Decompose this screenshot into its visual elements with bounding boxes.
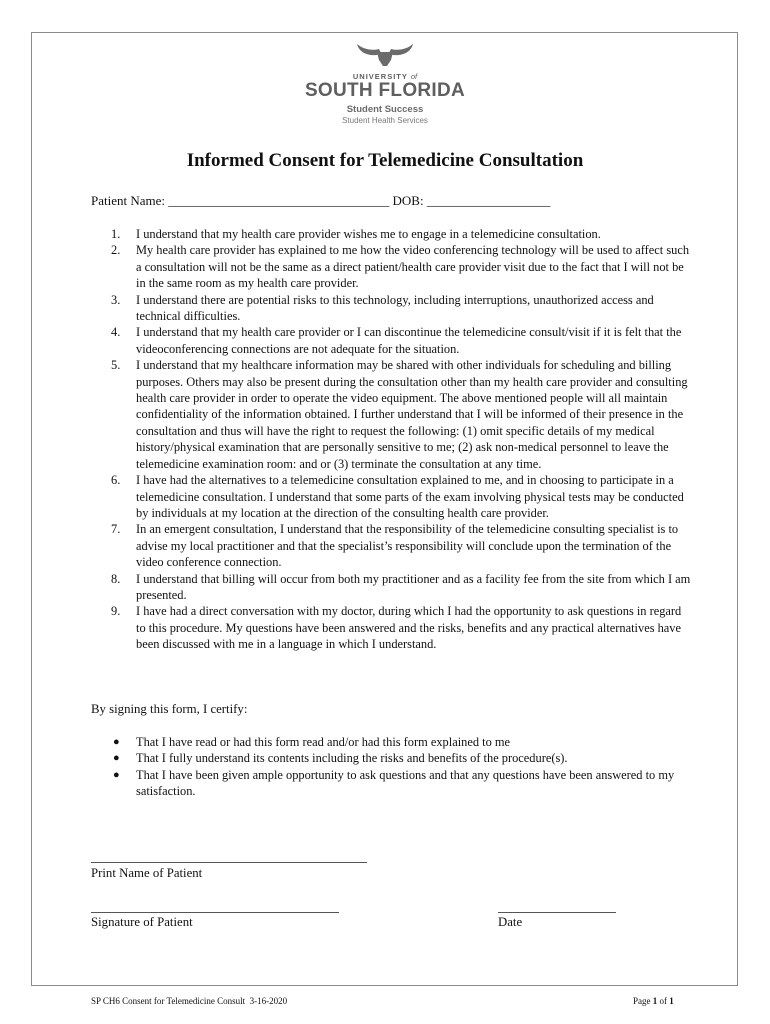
footer-left: SP CH6 Consent for Telemedicine Consult 3-16-2020 xyxy=(91,996,288,1006)
list-item: 9. I have had a direct conversation with my doctor, during which I had the opportunity to ask questions in regard to this procedure. My questions have been answered and the risks, benefits and any practical alternatives have been discussed with me in a language in which I understand. xyxy=(111,604,682,652)
patient-fields xyxy=(91,193,550,209)
usf-logo xyxy=(0,40,770,125)
logo-line2: Student Health Services xyxy=(342,116,428,125)
list-item: 7. In an emergent consultation, I understand that the responsibility of the telemedicine consulting specialist is to advise my local practitioner and that the specialist’s responsibility will conclude upon the termination of the video conference connection. xyxy=(111,522,679,570)
bullet-icon: ● xyxy=(113,736,120,748)
certify-statement: By signing this form, I certify: xyxy=(91,702,248,716)
bullet-item: ● That I have been given ample opportunity to ask questions and that any questions have been answered to my satisfaction. xyxy=(113,767,675,799)
document-title: Informed Consent for Telemedicine Consultation xyxy=(186,150,584,171)
bullet-icon: ● xyxy=(113,752,120,765)
print-name-label: Print Name of Patient xyxy=(91,866,203,880)
date-label: Date xyxy=(498,915,523,929)
logo-name: SOUTH FLORIDA xyxy=(304,80,466,101)
signature-line[interactable] xyxy=(91,912,339,913)
list-item: 2. My health care provider has explained to me how the video conferencing technology will be used to affect such a consultation will not be the same as a direct patient/health care provider visit due to the fact that I will not be in the same room as my health care provider. xyxy=(111,243,690,291)
logo-line1: Student Success xyxy=(346,104,424,115)
patient-name-label: Patient Name: xyxy=(91,193,166,208)
list-item: 4. I understand that my health care provider or I can discontinue the telemedicine consult/visit if it is felt that the videoconferencing connections are not adequate for the situation. xyxy=(111,325,682,356)
certify-bullets xyxy=(91,734,691,800)
dob-label: DOB: xyxy=(392,193,424,208)
footer-page-number: Page 1 of 1 xyxy=(633,996,674,1006)
bullet-icon: ● xyxy=(113,768,120,781)
bullet-item: ● That I fully understand its contents including the risks and benefits of the procedure(s). xyxy=(113,751,568,766)
list-item: 6. I have had the alternatives to a telemedicine consultation explained to me, and in choosing to participate in a telemedicine consultation. I understand that some parts of the exam involving physical tests may be conducted by individuals at my location at the direction of the consulting health care provider. xyxy=(111,473,684,520)
consent-list xyxy=(91,226,691,653)
list-item: 1. I understand that my health care provider wishes me to engage in a telemedicine consultation. xyxy=(111,227,601,241)
bull-horns-icon xyxy=(353,40,417,70)
bullet-item: ● That I have read or had this form read and/or had this form explained to me xyxy=(113,735,510,749)
list-item: 3. I understand there are potential risks to this technology, including interruptions, unauthorized access and technical difficulties. xyxy=(111,292,654,324)
print-name-line[interactable] xyxy=(91,862,367,863)
patient-name-blank[interactable]: __________________________________ xyxy=(168,193,390,208)
signature-label: Signature of Patient xyxy=(91,915,193,929)
logo-university: UNIVERSITY of xyxy=(352,72,418,81)
dob-blank[interactable]: ___________________ xyxy=(426,193,551,208)
date-line[interactable] xyxy=(498,912,616,913)
list-item: 8. I understand that billing will occur from both my practitioner and as a facility fee from the site from which I am presented. xyxy=(111,571,691,602)
list-item: 5. I understand that my healthcare information may be shared with other individuals for scheduling and billing purposes. Others may also be present during the consultation other than my health care provider and consulting health care provider in order to operate the video equipment. The above mentioned people will all maintain confidentiality of the information obtained. I further understand that I will be informed of their presence in the consultation and thus will have the right to request the following: (1) omit specific details of my medical history/physical examination that are personally sensitive to me; (2) ask non-medical personnel to leave the telemedicine examination room: and or (3) terminate the consultation at any time. xyxy=(111,358,688,471)
